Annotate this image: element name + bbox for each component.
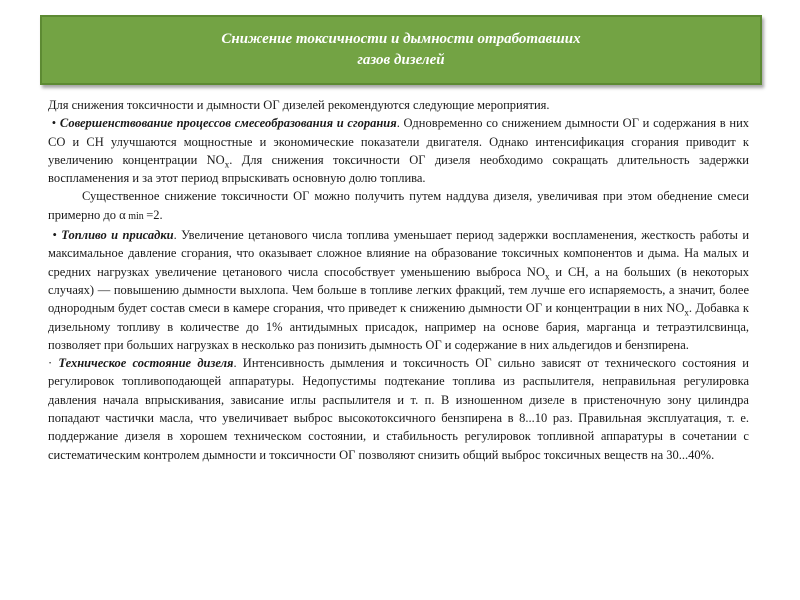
bullet: • (51, 116, 57, 131)
text: . Увеличение цетанового числа топлива уменьшает период задержки воспламенения, жесткость работы и максимальное давление сгорания, что оказывает сложное влияние на образование токсичных компонентов и дыма. На малых и средних нагрузках увеличение цетанового числа способствует уменьшению выброса NO (48, 228, 750, 279)
text: . Для снижения токсичности ОГ дизеля необходимо сокращать длительность задержки воспламенения и за этот период впрыскивать основную долю топлива. (48, 152, 749, 186)
heading-technical-condition: Техническое состояние дизеля (58, 356, 234, 371)
title-banner (40, 15, 762, 85)
bullet: • (52, 228, 57, 243)
heading-mixture-formation: Совершенствование процессов смесеобразования и сгорания (59, 116, 397, 131)
text: . Одновременно со снижением дымности ОГ и содержания в них СО и СН улучшаются мощностные и экономические показатели двигателя. Однако интенсификация сгорания приводит к увеличению концентрации NO (48, 116, 750, 167)
paragraph-mixture-formation (48, 114, 749, 187)
title-line-1: Снижение токсичности и дымности отработавших (221, 31, 581, 47)
subscript: x (544, 271, 550, 282)
heading-fuel-additives: Топливо и присадки (61, 228, 174, 243)
text: . Добавка к дизельному топливу в количестве до 1% антидымных присадок, например на основе бария, марганца и тетраэтилсвинца, позволяет при больших нагрузках в несколько раз понизить дымность ОГ и содержание в них альдегидов и бензпирена. (48, 301, 749, 352)
subscript: x (684, 307, 689, 318)
document-body (48, 96, 749, 464)
intro-paragraph: Для снижения токсичности и дымности ОГ дизелей рекомендуются следующие мероприятия. (48, 98, 550, 112)
subscript: x (224, 159, 230, 170)
paragraph-fuel-additives (48, 226, 749, 354)
paragraph-supercharging (48, 187, 749, 226)
title-line-2: газов дизелей (357, 52, 445, 68)
text: Существенное снижение токсичности ОГ можно получить путем наддува дизеля, увеличивая при этом обеднение смеси примерно до α (48, 189, 749, 222)
bullet: · (48, 356, 53, 371)
text: =2. (146, 207, 163, 222)
paragraph-technical-condition (48, 354, 749, 464)
text: и СН, а на больших (в некоторых случаях) — повышению дымности выхлопа. Чем больше в топливе легких фракций, тем лучше его испаряемость, а значит, более однородным будет состав смеси в камере сгорания, что приведет к снижению дымности ОГ и концентрации в них NO (48, 264, 749, 316)
text: . Интенсивность дымления и токсичность ОГ сильно зависят от технического состояния и регулировок топливоподающей аппаратуры. Недопустимы подтекание топлива из распылителя, неправильная регулировка давления начала впрыскивания, зависание иглы распылителя и т. п. В изношенном дизеле в пристеночную зону цилиндра попадают частички масла, что увеличивает выброс высокотоксичного бензпирена в 8...10 раз. Правильная эксплуатация, т. е. поддержание дизеля в хорошем техническом состоянии, и стабильность регулировок топливной аппаратуры в сочетании с систематическим контролем дымности и токсичности ОГ позволяют снизить общий выброс токсичных веществ на 30...40%. (48, 356, 749, 462)
subscript-min: min (125, 210, 147, 222)
